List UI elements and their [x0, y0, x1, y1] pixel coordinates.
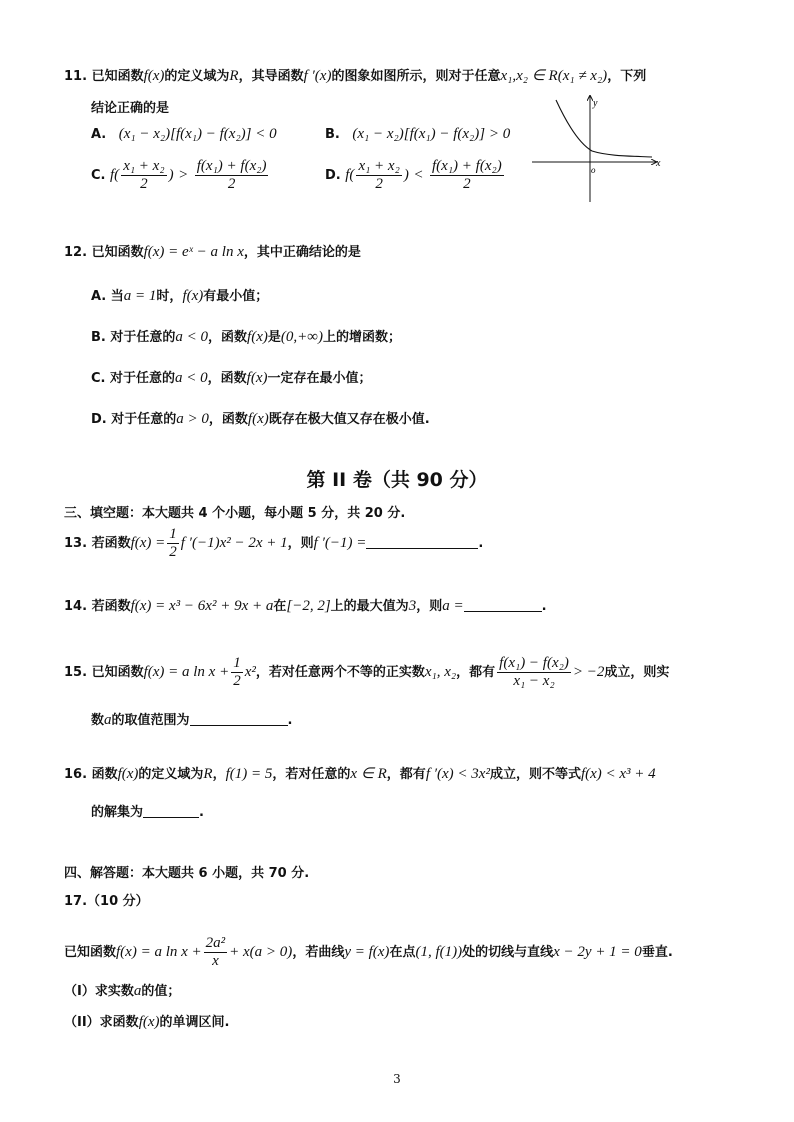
origin-label: o [591, 165, 596, 175]
q12-option-b: B. 对于任意的a < 0，函数f(x)是(0,+∞)上的增函数； [91, 329, 401, 345]
answer-blank[interactable] [464, 597, 542, 612]
q15-number: 15. [64, 665, 88, 680]
q15: 15. 已知函数f(x) = a ln x + $\frac{1}{2}$ x²，若对任意两个不等的正实数x₁, x₂，都有 $\frac{\text{f(x₁) − f(x₂)}}{\text{x₁ − x₂}}$ > −2成立，则实 [64, 655, 670, 689]
q12-stem: 12. 已知函数f(x) = eˣ − a ln x，其中正确结论的是 [64, 244, 361, 260]
derivative-graph [528, 92, 668, 204]
answer-blank[interactable] [190, 711, 288, 726]
section4-heading: 四、解答题：本大题共 6 小题，共 70 分. [64, 866, 310, 881]
q16: 16. 函数f(x)的定义域为R，f(1) = 5，若对任意的x ∈ R，都有f ′(x) < 3x²成立，则不等式f(x) < x³ + 4 [64, 766, 656, 782]
answer-blank[interactable] [366, 534, 478, 549]
q11-stem-line2: 结论正确的是 [91, 101, 170, 116]
q14: 14. 若函数f(x) = x³ − 6x² + 9x + a在[−2, 2]上的最大值为3，则a = . [64, 598, 547, 614]
q11-option-a: A. (x₁ − x₂)[f(x₁) − f(x₂)] < 0 [91, 126, 277, 142]
q11-number: 11. [64, 69, 88, 84]
q13-number: 13. [64, 536, 88, 551]
q17-part2: （II）求函数f(x)的单调区间. [64, 1014, 230, 1030]
q17-heading: 17.（10 分） [64, 894, 149, 909]
part2-title: 第 II 卷（共 90 分） [306, 469, 488, 491]
x-axis-label: x [656, 158, 661, 169]
q17-part1: （I）求实数a的值； [64, 983, 181, 999]
q12-option-c: C. 对于任意的a < 0，函数f(x)一定存在最小值； [91, 370, 372, 386]
fraction: $\frac{1}{2}$ [233, 655, 241, 689]
derivative-curve [556, 100, 652, 157]
fraction: $\frac{1}{2}$ [169, 526, 177, 560]
fraction: $\frac{\text{2a²}}{x}$ [205, 935, 226, 969]
q11-option-c: C. f( $\frac{\text{x₁ + x₂}}{2}$ ) > $\frac{\text{f(x₁) + f(x₂)}}{2}$ [91, 158, 267, 192]
fraction: $\frac{\text{f(x₁) − f(x₂)}}{\text{x₁ − x₂}}$ [499, 655, 569, 689]
q16-number: 16. [64, 767, 88, 782]
q12-number: 12. [64, 245, 88, 260]
page-number: 3 [393, 1072, 401, 1086]
fraction: $\frac{\text{x₁ + x₂}}{2}$ [358, 158, 400, 192]
answer-blank[interactable] [143, 803, 199, 818]
fraction: $\frac{\text{f(x₁) + f(x₂)}}{2}$ [196, 158, 267, 192]
q12-option-d: D. 对于任意的a > 0，函数f(x)既存在极大值又存在极小值. [91, 411, 430, 427]
fraction: $\frac{\text{x₁ + x₂}}{2}$ [123, 158, 165, 192]
q12-option-a: A. 当a = 1时，f(x)有最小值； [91, 288, 269, 304]
section3-heading: 三、填空题：本大题共 4 个小题，每小题 5 分，共 20 分. [64, 506, 406, 521]
q11-option-d: D. f( $\frac{\text{x₁ + x₂}}{2}$ ) < $\frac{\text{f(x₁) + f(x₂)}}{2}$ [325, 158, 502, 192]
q17-stem: 已知函数f(x) = a ln x + $\frac{\text{2a²}}{x}$ + x(a > 0)，若曲线y = f(x)在点(1, f(1))处的切线与直线x − 2y + 1 = 0垂直. [64, 935, 673, 969]
q15-line2: 数a的取值范围为 . [91, 712, 293, 728]
q11-option-b: B. (x₁ − x₂)[f(x₁) − f(x₂)] > 0 [325, 126, 511, 142]
y-axis-label: y [593, 98, 598, 109]
fraction: $\frac{\text{f(x₁) + f(x₂)}}{2}$ [432, 158, 502, 192]
q16-line2: 的解集为 . [91, 805, 204, 820]
q11-stem: 11. 已知函数f(x)的定义域为R，其导函数f ′(x)的图象如图所示，则对于任意x₁,x₂ ∈ R(x₁ ≠ x₂)，下列 [64, 68, 647, 84]
q14-number: 14. [64, 599, 88, 614]
q13: 13. 若函数f(x) = $\frac{1}{2}$ f ′(−1)x² − 2x + 1，则f ′(−1) = . [64, 526, 484, 560]
